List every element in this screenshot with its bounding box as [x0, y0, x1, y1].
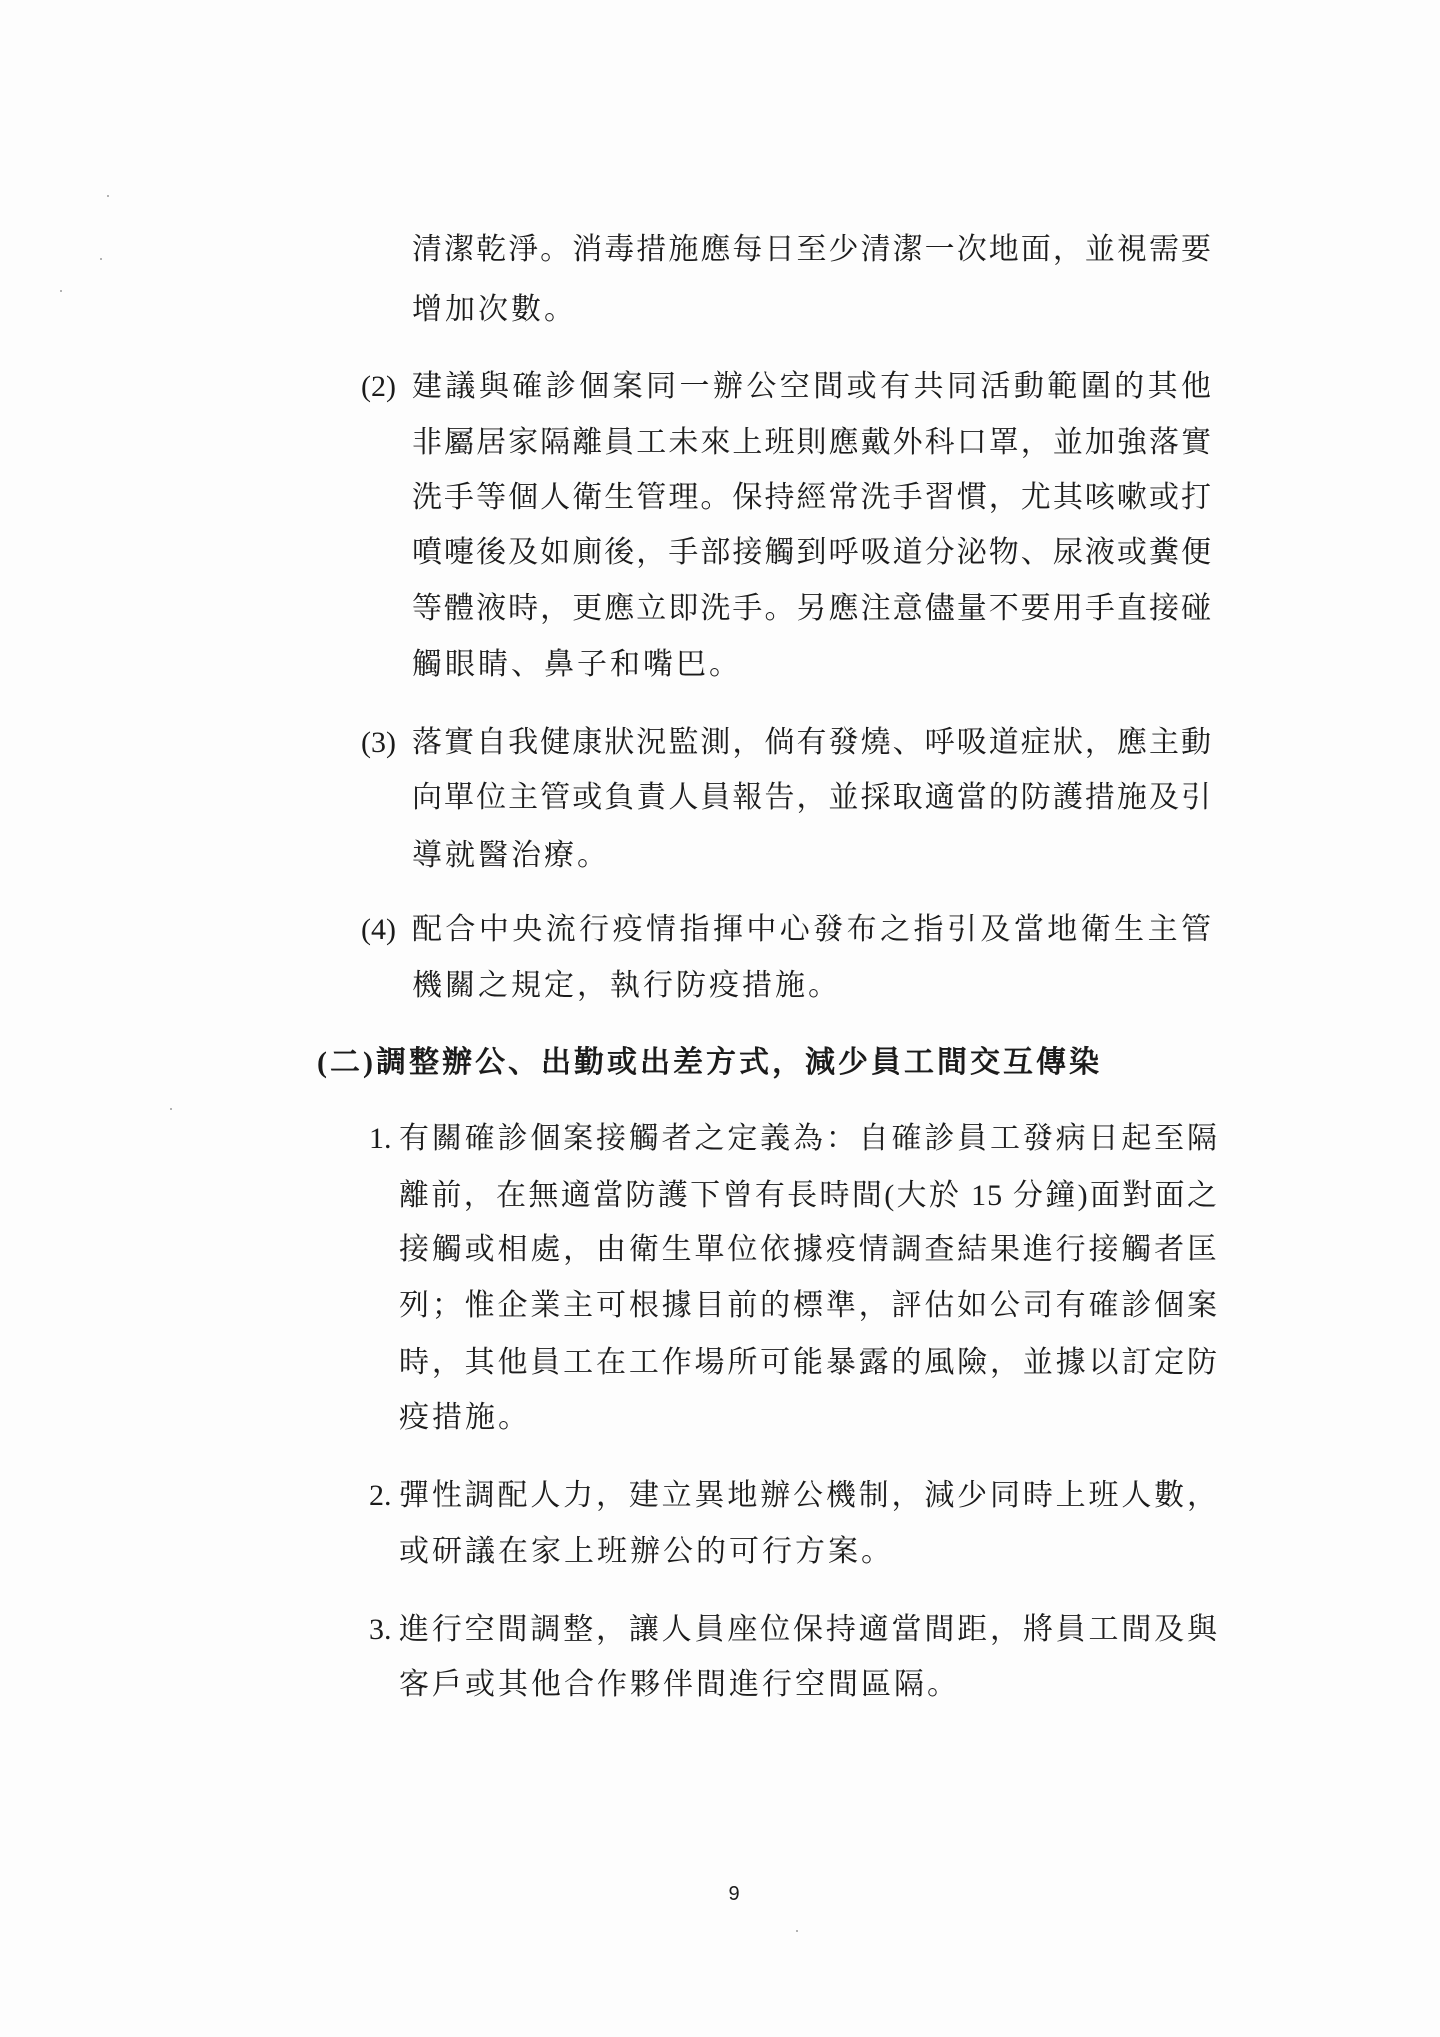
list-marker: (3) [361, 726, 396, 759]
paragraph-line: 彈性調配人力，建立異地辦公機制，減少同時上班人數， [399, 1479, 1218, 1512]
scan-speck [60, 290, 62, 292]
paragraph-line: 等體液時，更應立即洗手。另應注意儘量不要用手直接碰 [412, 592, 1212, 625]
list-marker: 2. [369, 1479, 392, 1512]
paragraph-line: 接觸或相處，由衛生單位依據疫情調查結果進行接觸者匡 [399, 1233, 1218, 1266]
scan-speck [107, 195, 109, 197]
list-marker: (4) [361, 913, 396, 946]
paragraph-line: 噴嚏後及如廁後，手部接觸到呼吸道分泌物、尿液或糞便 [412, 536, 1212, 569]
scan-speck [100, 258, 102, 260]
paragraph-line: 列；惟企業主可根據目前的標準，評估如公司有確診個案 [399, 1289, 1218, 1322]
paragraph-line: 增加次數。 [412, 293, 577, 326]
section-heading: (二)調整辦公、出勤或出差方式，減少員工間交互傳染 [317, 1046, 1102, 1079]
list-marker: (2) [361, 370, 396, 403]
paragraph-line: 客戶或其他合作夥伴間進行空間區隔。 [399, 1668, 960, 1701]
page-number: 9 [728, 1883, 740, 1905]
paragraph-line: 機關之規定，執行防疫措施。 [412, 969, 841, 1002]
list-marker: 3. [369, 1613, 392, 1646]
paragraph-line: 時，其他員工在工作場所可能暴露的風險，並據以訂定防 [399, 1346, 1218, 1379]
paragraph-line: 進行空間調整，讓人員座位保持適當間距，將員工間及與 [399, 1613, 1218, 1646]
paragraph-line: 或研議在家上班辦公的可行方案。 [399, 1535, 894, 1568]
paragraph-line: 疫措施。 [399, 1401, 531, 1434]
paragraph-line: 非屬居家隔離員工未來上班則應戴外科口罩，並加強落實 [412, 426, 1212, 459]
paragraph-line: 向單位主管或負責人員報告，並採取適當的防護措施及引 [412, 781, 1212, 814]
paragraph-line: 清潔乾淨。消毒措施應每日至少清潔一次地面，並視需要 [412, 233, 1212, 266]
paragraph-line: 建議與確診個案同一辦公空間或有共同活動範圍的其他 [412, 370, 1212, 403]
list-marker: 1. [369, 1122, 392, 1155]
paragraph-line: 落實自我健康狀況監測，倘有發燒、呼吸道症狀，應主動 [412, 726, 1212, 759]
paragraph-line: 配合中央流行疫情指揮中心發布之指引及當地衛生主管 [412, 913, 1212, 946]
paragraph-line: 有關確診個案接觸者之定義為：自確診員工發病日起至隔 [399, 1122, 1218, 1155]
paragraph-line: 離前，在無適當防護下曾有長時間(大於 15 分鐘)面對面之 [399, 1179, 1218, 1212]
paragraph-line: 觸眼睛、鼻子和嘴巴。 [412, 648, 742, 681]
scan-speck [796, 1930, 798, 1932]
paragraph-line: 洗手等個人衛生管理。保持經常洗手習慣，尤其咳嗽或打 [412, 481, 1212, 514]
paragraph-line: 導就醫治療。 [412, 839, 610, 872]
scan-speck [170, 1108, 172, 1110]
